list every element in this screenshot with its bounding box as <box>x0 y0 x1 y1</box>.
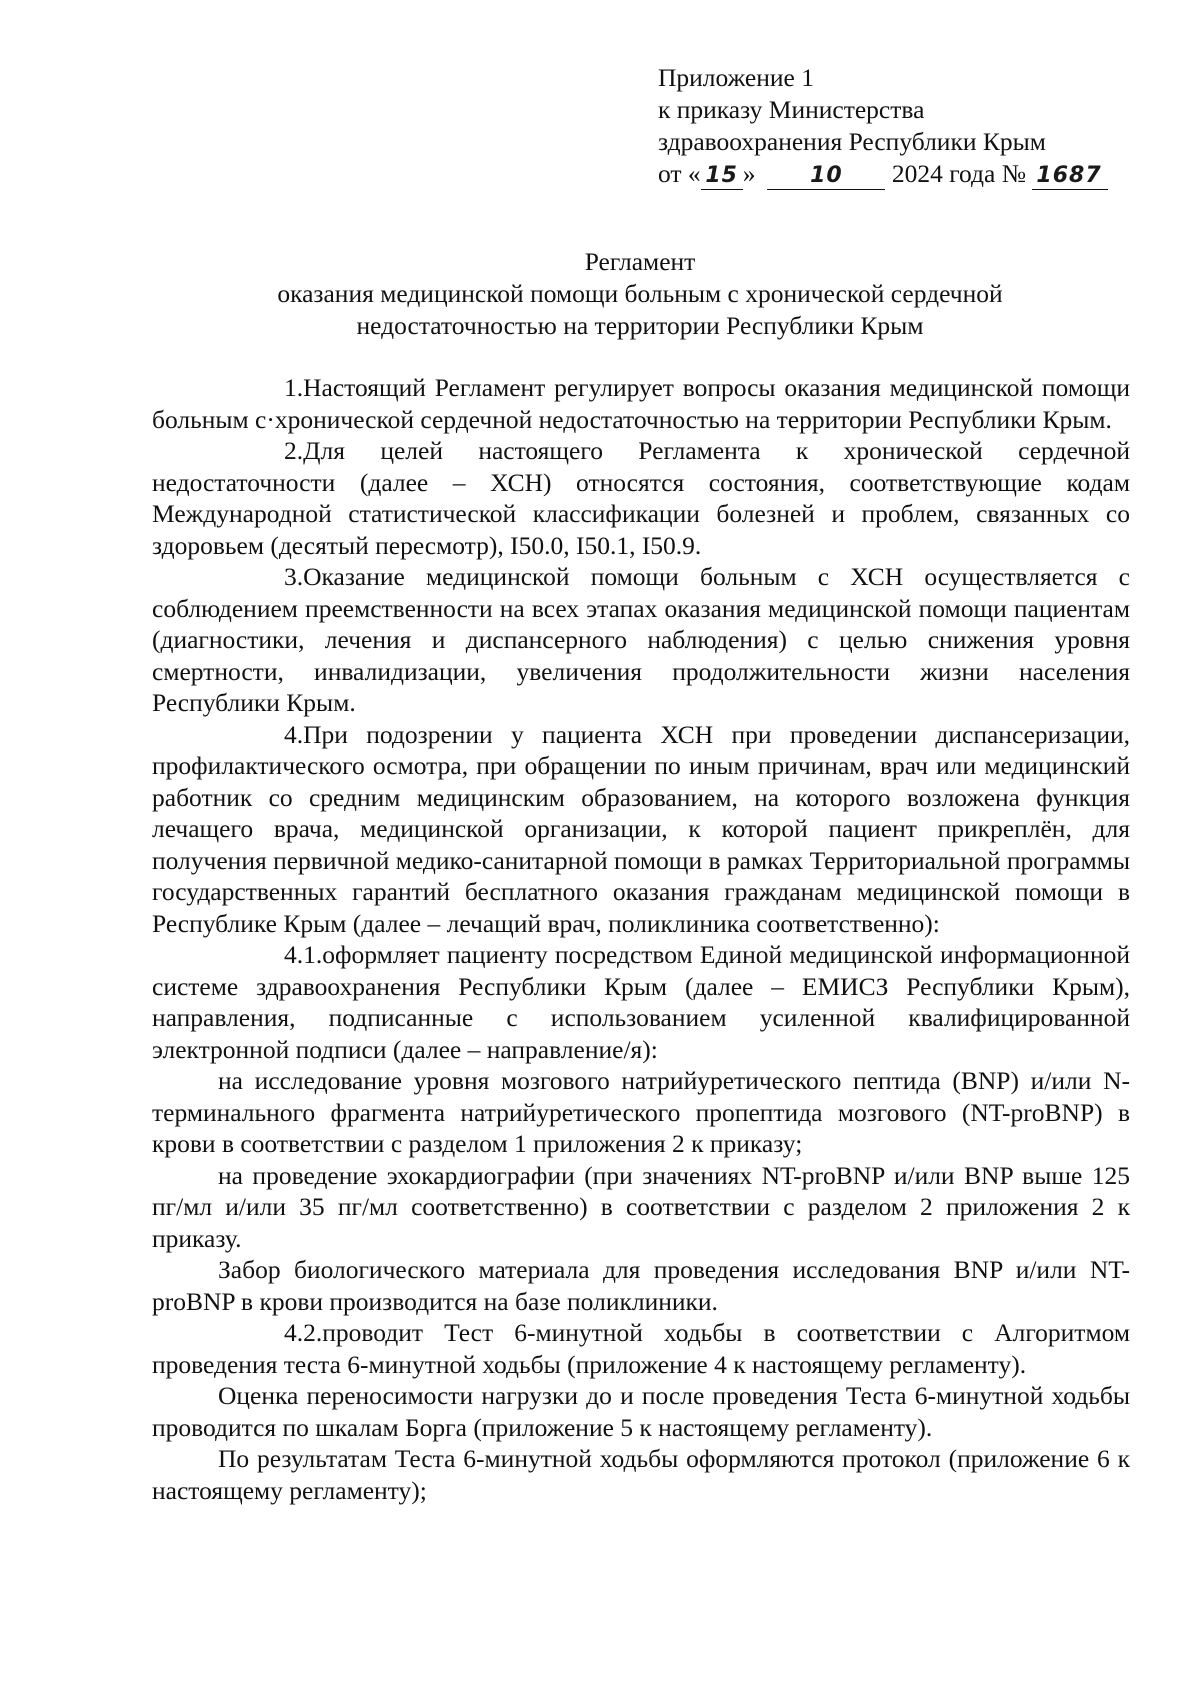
paragraph-text: на исследование уровня мозгового натрийуретического пептида (BNP) и/или N-терминального фрагмента натрийуретического пропептида мозгового (NT-proBNP) в крови в соответствии с разделом 1 приложения 2 к приказу; <box>152 1066 1130 1158</box>
approval-header <box>658 62 1138 190</box>
title-line-3: недостаточностью на территории Республики Крым <box>356 311 924 340</box>
paragraph-4-2 <box>152 1317 1130 1380</box>
paragraph-text: проводит Тест 6-минутной ходьбы в соответствии с Алгоритмом проведения теста 6-минутной ходьбы (приложение 4 к настоящему регламенту). <box>152 1318 1130 1379</box>
date-year-text: 2024 года № <box>891 159 1027 188</box>
date-prefix: от « <box>658 159 701 188</box>
paragraph-4-1 <box>152 939 1130 1065</box>
paragraph-number: 3. <box>284 562 304 591</box>
paragraph-text: на проведение эхокардиографии (при значениях NT-proBNP и/или BNP выше 125 пг/мл и/или 35 пг/мл соответственно) в соответствии с разделом 2 приложения 2 к приказу. <box>152 1160 1130 1253</box>
paragraph-bnp-referral <box>152 1065 1130 1160</box>
approval-date-line <box>658 158 1138 190</box>
paragraph-text: При подозрении у пациента ХСН при проведении диспансеризации, профилактического осмотра, при обращении по иным причинам, врач или медицинский работник со средним медицинским образованием, на которого возложена функция лечащего врача, медицинской организации, к которой пациент прикреплён, для получения первичной медико-санитарной помощи в рамках Территориальной программы государственных гарантий бесплатного оказания гражданам медицинской помощи в Республике Крым (далее – лечащий врач, поликлиника соответственно): <box>152 719 1130 938</box>
date-day-handwritten: 15 <box>701 163 743 190</box>
paragraph-number: 4.1. <box>284 940 323 969</box>
date-mid: » <box>742 159 756 188</box>
paragraph-number: 2. <box>284 436 304 465</box>
paragraph-text: Оказание медицинской помощи больным с ХСН осуществляется с соблюдением преемственности на всех этапах оказания медицинской помощи пациентам (диагностики, лечения и диспансерного наблюдения) с целью снижения уровня смертности, инвалидизации, увеличения продолжительности жизни населения Республики Крым. <box>152 562 1130 717</box>
document-title <box>150 246 1130 342</box>
date-month-handwritten: 10 <box>767 163 885 190</box>
paragraph-4 <box>152 719 1130 940</box>
order-number-handwritten: 1687 <box>1032 163 1108 190</box>
approval-line-3: здравоохранения Республики Крым <box>658 127 1046 156</box>
title-line-2: оказания медицинской помощи больным с хронической сердечной <box>277 279 1003 308</box>
paragraph-2 <box>152 435 1130 561</box>
paragraph-number: 1. <box>284 373 304 402</box>
paragraph-1 <box>152 372 1130 435</box>
paragraph-biomaterial <box>152 1254 1130 1317</box>
title-line-1: Регламент <box>584 247 696 276</box>
paragraph-text: По результатам Теста 6-минутной ходьбы оформляются протокол (приложение 6 к настоящему регламенту); <box>152 1444 1130 1505</box>
document-body <box>152 372 1130 1506</box>
paragraph-borg <box>152 1380 1130 1443</box>
paragraph-3 <box>152 561 1130 719</box>
paragraph-text: Для целей настоящего Регламента к хронической сердечной недостаточности (далее – ХСН) относятся состояния, соответствующие кодам Международной статистической классификации болезней и проблем, связанных со здоровьем (десятый пересмотр), I50.0, I50.1, I50.9. <box>152 436 1130 560</box>
paragraph-text: Настоящий Регламент регулирует вопросы оказания медицинской помощи больным с·хронической сердечной недостаточностью на территории Республики Крым. <box>152 373 1130 434</box>
paragraph-number: 4. <box>284 719 304 749</box>
approval-line-2: к приказу Министерства <box>658 95 925 124</box>
paragraph-number: 4.2. <box>284 1318 323 1347</box>
paragraph-text: оформляет пациенту посредством Единой медицинской информационной системе здравоохранения Республики Крым (далее – ЕМИСЗ Республики Крым), направления, подписанные с использованием усиленной квалифицированной электронной подписи (далее – направление/я): <box>152 940 1130 1064</box>
approval-line-1: Приложение 1 <box>658 63 814 92</box>
paragraph-text: Забор биологического материала для проведения исследования BNP и/или NT-proBNP в крови производится на базе поликлиники. <box>152 1255 1130 1316</box>
paragraph-text: Оценка переносимости нагрузки до и после проведения Теста 6-минутной ходьбы проводится по шкалам Борга (приложение 5 к настоящему регламенту). <box>152 1381 1130 1442</box>
paragraph-protocol <box>152 1443 1130 1506</box>
paragraph-echo-referral <box>152 1160 1130 1255</box>
